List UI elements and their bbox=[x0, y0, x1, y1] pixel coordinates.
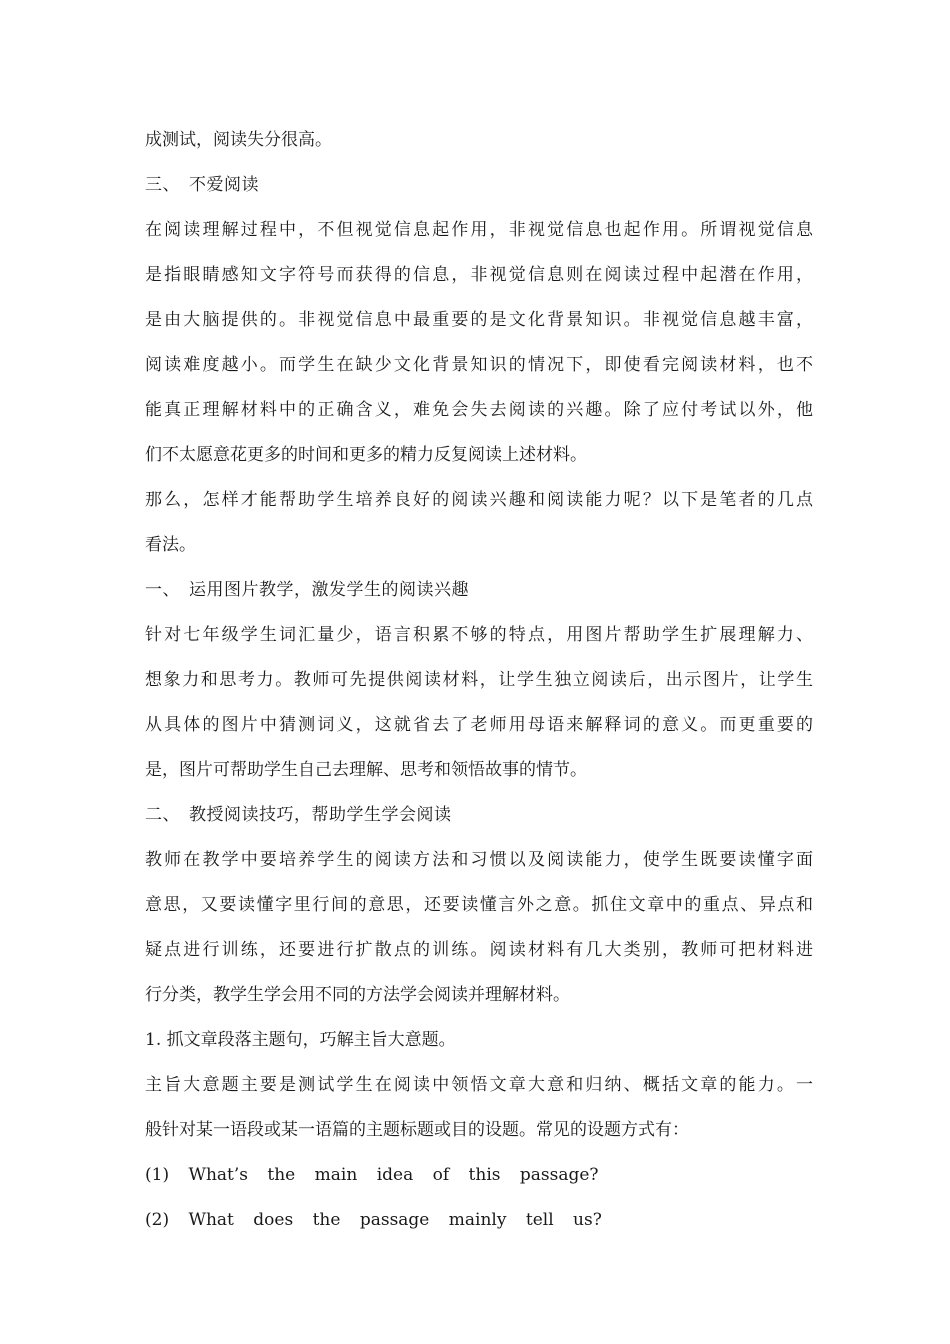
paragraph-line: 教师在教学中要培养学生的阅读方法和习惯以及阅读能力，使学生既要读懂字面 bbox=[145, 850, 813, 870]
paragraph-line: 行分类，教学生学会用不同的方法学会阅读并理解材料。 bbox=[145, 985, 570, 1005]
paragraph-line: 意思，又要读懂字里行间的意思，还要读懂言外之意。抓住文章中的重点、异点和 bbox=[145, 895, 813, 915]
paragraph-line: 们不太愿意花更多的时间和更多的精力反复阅读上述材料。 bbox=[145, 445, 587, 465]
section-heading-1: 一、 运用图片教学，激发学生的阅读兴趣 bbox=[145, 580, 469, 600]
section-heading-2: 二、 教授阅读技巧，帮助学生学会阅读 bbox=[145, 805, 452, 825]
paragraph-line: 能真正理解材料中的正确含义，难免会失去阅读的兴趣。除了应付考试以外，他 bbox=[145, 400, 813, 420]
paragraph-line: 看法。 bbox=[145, 535, 196, 555]
paragraph-line: 般针对某一语段或某一语篇的主题标题或目的设题。常见的设题方式有： bbox=[145, 1120, 689, 1140]
example-question-1: (1) What’s the main idea of this passage? bbox=[145, 1165, 599, 1185]
paragraph-line: 在阅读理解过程中，不但视觉信息起作用，非视觉信息也起作用。所谓视觉信息 bbox=[145, 220, 813, 240]
paragraph-line: 那么，怎样才能帮助学生培养良好的阅读兴趣和阅读能力呢？以下是笔者的几点 bbox=[145, 490, 813, 510]
document-body bbox=[145, 118, 813, 1243]
paragraph-line: 是由大脑提供的。非视觉信息中最重要的是文化背景知识。非视觉信息越丰富， bbox=[145, 310, 813, 330]
paragraph-line: 成测试，阅读失分很高。 bbox=[145, 130, 332, 150]
paragraph-line: 针对七年级学生词汇量少，语言积累不够的特点，用图片帮助学生扩展理解力、 bbox=[145, 625, 813, 645]
paragraph-line: 阅读难度越小。而学生在缺少文化背景知识的情况下，即使看完阅读材料，也不 bbox=[145, 355, 813, 375]
subheading-1: 1. 抓文章段落主题句，巧解主旨大意题。 bbox=[145, 1030, 456, 1050]
paragraph-line: 是指眼睛感知文字符号而获得的信息，非视觉信息则在阅读过程中起潜在作用， bbox=[145, 265, 813, 285]
paragraph-line: 疑点进行训练，还要进行扩散点的训练。阅读材料有几大类别，教师可把材料进 bbox=[145, 940, 813, 960]
paragraph-line: 从具体的图片中猜测词义，这就省去了老师用母语来解释词的意义。而更重要的 bbox=[145, 715, 813, 735]
section-heading-3: 三、 不爱阅读 bbox=[145, 175, 259, 195]
paragraph-line: 想象力和思考力。教师可先提供阅读材料，让学生独立阅读后，出示图片，让学生 bbox=[145, 670, 813, 690]
paragraph-line: 是，图片可帮助学生自己去理解、思考和领悟故事的情节。 bbox=[145, 760, 587, 780]
example-question-2: (2) What does the passage mainly tell us? bbox=[145, 1210, 602, 1230]
paragraph-line: 主旨大意题主要是测试学生在阅读中领悟文章大意和归纳、概括文章的能力。一 bbox=[145, 1075, 813, 1095]
